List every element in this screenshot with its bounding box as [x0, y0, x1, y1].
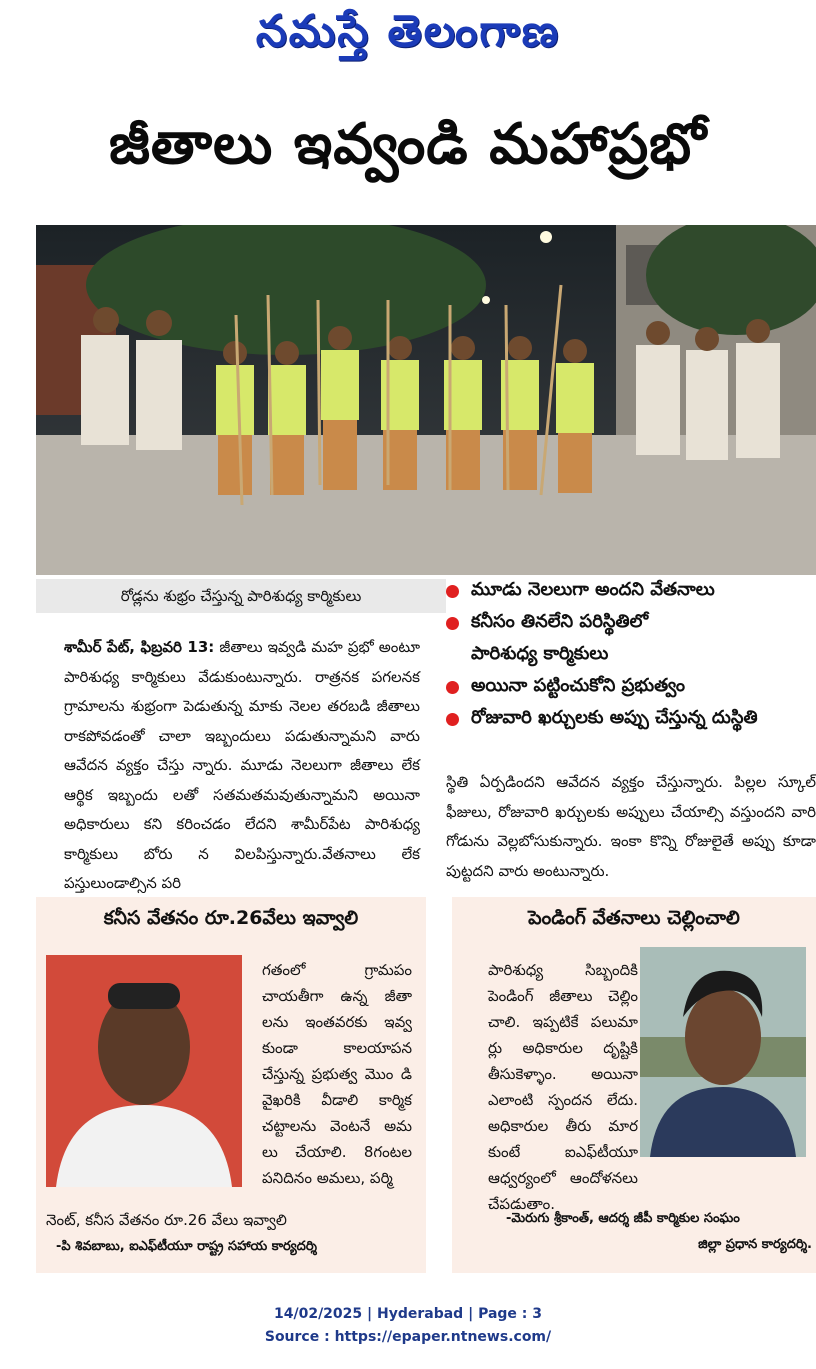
quote-box-left-title: కనీస వేతనం రూ.26వేలు ఇవ్వాలి [103, 907, 359, 929]
article-column-2: స్థితి ఏర్పడిందని ఆవేదన వ్యక్తం చేస్తున్నారు. పిల్లల స్కూల్ ఫీజులు, రోజువారి ఖర్చులకు అప్పులు చేయాల్సి వస్తుందని వారి గోడును వెల్లబోసుకున్నారు. ఇంకా కొన్ని రోజులైతే అప్పు కూడా పుట్టదని వారు అంటున్నారు. [446, 773, 816, 880]
highlight-item: అయినా పట్టించుకోని ప్రభుత్వం [446, 671, 816, 703]
highlight-item: కనీసం తినలేని పరిస్థితిలో [446, 607, 816, 639]
quote-box-left-text: గతంలో గ్రామపం చాయతీగా ఉన్న జీతా లను ఇంతవరకు ఇవ్వ కుండా కాలయాపన చేస్తున్న ప్రభుత్వ మొం డి వైఖరికి వీడాలి కార్మిక చట్టాలను వెంటనే అమ లు చేయాలి. 8గంటల పనిదినం అమలు, పర్మి [262, 961, 412, 1187]
bullet-dot-icon [446, 713, 459, 726]
quote-box-left-text-tail: నెంట్, కనీస వేతనం రూ.26 వేలు ఇవ్వాలి [46, 1211, 287, 1229]
photo-caption: రోడ్లను శుభ్రం చేస్తున్న పారిశుధ్య కార్మికులు [36, 579, 446, 613]
footer-source-link[interactable]: Source : https://epaper.ntnews.com/ [264, 1329, 552, 1345]
group-photo [36, 225, 816, 575]
headline: జీతాలు ఇవ్వండి మహాప్రభో [108, 112, 708, 177]
highlight-item-continued: పారిశుధ్య కార్మికులు [471, 642, 609, 664]
quote-box-left-signature: -పి శివబాబు, ఐఎఫ్‌టీయూ రాష్ట్ర సహాయ కార్యదర్శి [56, 1239, 318, 1254]
bullet-dot-icon [446, 617, 459, 630]
masthead: నమస్తే తెలంగాణ [255, 6, 561, 57]
quote-box-left [36, 897, 426, 1273]
article-body-part-1: జీతాలు ఇవ్వడి మహ ప్రభో అంటూ పారిశుధ్య కార్మికులు వేడుకుంటున్నారు. రాత్రనక పగలనక గ్రామాలను శుభ్రంగా పెడుతున్న మాకు నెలల తరబడి జీతాలు రాకపోవడంతో చాలా ఇబ్బందులు పడుతున్నామని వారు ఆవేదన వ్యక్తం చేస్తు న్నారు. మూడు నెలలుగా జీతాలు లేక ఆర్థిక ఇబ్బందు లతో సతమతమవుతున్నామని అయినా అధికారులు కని కరించడం లేదని శామీర్‌పేట పారిశుధ్య కార్మికులు బోరు న విలపిస్తున్నారు.వేతనాలు లేక పస్తులుండాల్సిన పరి [64, 638, 420, 892]
quote-box-right [452, 897, 816, 1273]
quote-box-right-signature-line-2: జిల్లా ప్రధాన కార్యదర్శి. [698, 1237, 812, 1252]
quote-box-right-signature-line-1: -మెరుగు శ్రీకాంత్, ఆదర్శ జీపీ కార్మికుల సంఘం [506, 1211, 740, 1226]
bullet-dot-icon [446, 681, 459, 694]
bullet-dot-icon [446, 585, 459, 598]
highlight-item: రోజువారి ఖర్చులకు అప్పు చేస్తున్న దుస్థితి [446, 703, 816, 735]
portrait-photo-left [46, 955, 242, 1187]
portrait-photo-right [640, 947, 806, 1157]
article-column-1 [64, 633, 420, 899]
footer-date-edition: 14/02/2025 | Hyderabad | Page : 3 [273, 1306, 543, 1322]
highlights-list [446, 575, 816, 735]
quote-box-right-text: పారిశుధ్య సిబ్బందికి పెండింగ్ జీతాలు చెల్లిం చాలి. ఇప్పటికే పలుమా ర్లు అధికారుల దృష్టికి తీసుకెళ్ళాం. అయినా ఎలాంటి స్పందన లేదు. అధికారుల తీరు మార కుంటే ఐఎఫ్‌టీయూ ఆధ్వర్యంలో ఆందోళనలు చేపడుతాం. [488, 961, 638, 1213]
article-dateline: శామీర్ పేట్, ఫిబ్రవరి 13: [64, 638, 215, 656]
highlight-item: మూడు నెలలుగా అందని వేతనాలు [446, 575, 816, 607]
quote-box-right-title: పెండింగ్ వేతనాలు చెల్లించాలి [528, 907, 740, 929]
